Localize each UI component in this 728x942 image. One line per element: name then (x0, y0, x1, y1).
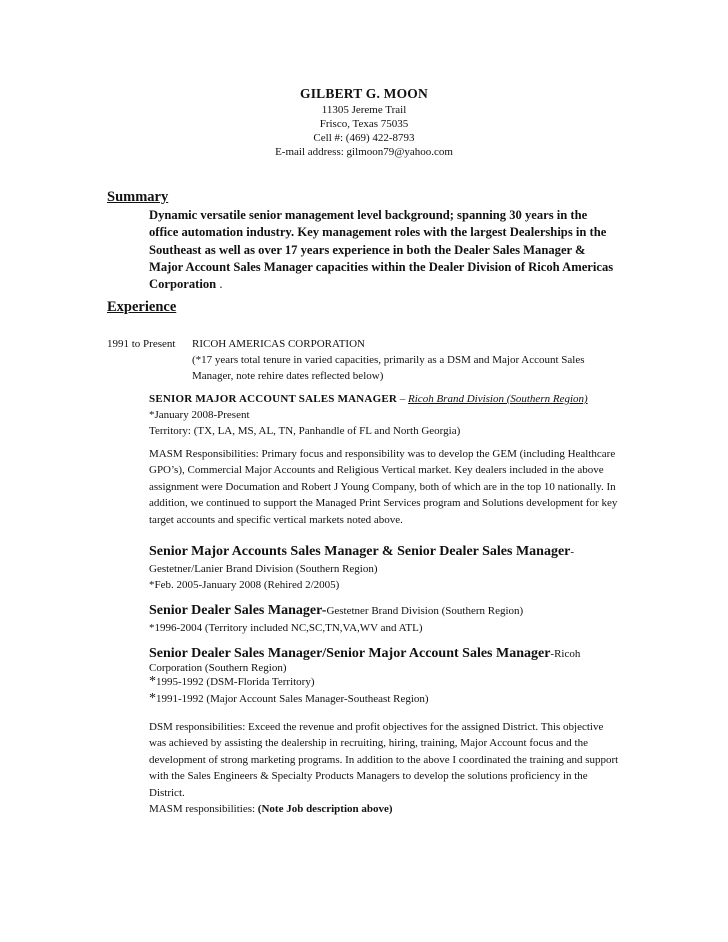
summary-heading: Summary (107, 189, 169, 205)
role1-territory: Territory: (TX, LA, MS, AL, TN, Panhandle of FL and North Georgia) (149, 425, 461, 437)
role4-date1-star: * (149, 674, 156, 689)
company-name: RICOH AMERICAS CORPORATION (192, 338, 365, 350)
summary-body (149, 207, 619, 293)
address-line-1: 11305 Jereme Trail (321, 104, 407, 116)
masm-responsibilities (149, 801, 393, 817)
role2-dates: *Feb. 2005-January 2008 (Rehired 2/2005) (149, 579, 340, 591)
role2-suffix: - (570, 546, 575, 558)
resume-name: GILBERT G. MOON (300, 86, 428, 101)
role4-division-a: -Ricoh (550, 648, 581, 660)
role4-date2-text: 1991-1992 (Major Account Sales Manager-Southeast Region) (156, 693, 429, 705)
summary-text: Dynamic versatile senior management level background; spanning 30 years in the office automation industry. Key management roles with the largest Dealerships in the Southeast as well as over 17 years experience in both the Dealer Sales Manager & Major Account Sales Manager capacities within the Dealer Division of Ricoh Americas Corporation (149, 208, 614, 292)
cell-phone: Cell #: (469) 422-8793 (313, 132, 415, 144)
role3-heading (149, 601, 523, 619)
role1-dash: – (397, 393, 409, 405)
email-address: E-mail address: gilmoon79@yahoo.com (275, 146, 453, 158)
role1-responsibilities: MASM Responsibilities: Primary focus and responsibility was to develop the GEM (including Healthcare GPO’s), Commercial Major Accounts and Religious Vertical market. Key dealers included in the above assignment were Documation and Robert J Young Company, both of which are in the top 10 nationally. In addition, we continued to support the Managed Print Services program and Solutions development for key target accounts and specific vertical markets noted above. (149, 448, 618, 526)
role2-division: Gestetner/Lanier Brand Division (Southern Region) (149, 563, 378, 575)
role1-division: Ricoh Brand Division (Southern Region) (408, 393, 588, 405)
role3-title: Senior Dealer Sales Manager- (149, 603, 327, 618)
address-line-2: Frisco, Texas 75035 (319, 118, 409, 130)
role4-division-b: Corporation (Southern Region) (149, 662, 287, 674)
summary-tail: . (216, 277, 223, 292)
role4-date1-text: 1995-1992 (DSM-Florida Territory) (156, 676, 315, 688)
experience-heading: Experience (107, 299, 177, 315)
role4-date1 (149, 674, 315, 690)
role1-title: SENIOR MAJOR ACCOUNT SALES MANAGER (149, 393, 398, 405)
role1-dates: *January 2008-Present (149, 409, 250, 421)
employment-period: 1991 to Present (107, 338, 176, 350)
role3-dates: *1996-2004 (Territory included NC,SC,TN,VA,WV and ATL) (149, 622, 423, 634)
role2-heading (149, 542, 574, 560)
dsm-responsibilities: DSM responsibilities: Exceed the revenue and profit objectives for the assigned District. This objective was achieved by assisting the dealership in recruiting, hiring, training, Major Account focus and the development of strong marketing programs. In addition to the above I coordinated the training and support with the Sales Engineers & Specialty Products Managers to develop the solutions proficiency in the District. (149, 721, 619, 799)
masm-note: (Note Job description above) (257, 803, 393, 815)
role2-title: Senior Major Accounts Sales Manager & Senior Dealer Sales Manager (149, 544, 571, 559)
role4-date2-star: * (149, 691, 156, 706)
role1-heading (149, 391, 629, 407)
masm-label: MASM responsibilities: (149, 803, 258, 815)
role3-division: Gestetner Brand Division (Southern Region) (326, 605, 524, 617)
company-note: (*17 years total tenure in varied capacities, primarily as a DSM and Major Account Sales Manager, note rehire dates reflected below) (192, 354, 585, 382)
role4-title: Senior Dealer Sales Manager/Senior Major Account Sales Manager (149, 646, 551, 661)
role4-date2 (149, 691, 429, 707)
